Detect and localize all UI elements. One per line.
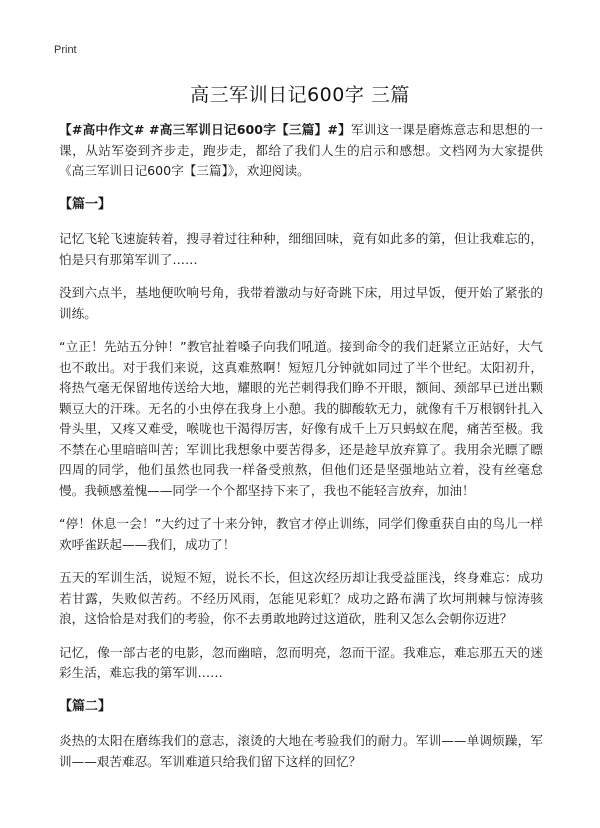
paragraph: 记忆飞轮飞速旋转着，搜寻着过往种种，细细回味，竟有如此多的第，但让我难忘的，怕是只有那第军训了……: [59, 231, 543, 267]
document-body: [59, 120, 543, 785]
paragraph: 炎热的太阳在磨练我们的意志，滚烫的大地在考验我们的耐力。军训——单调烦躁，军训——艰苦难忍。军训难道只给我们留下这样的回忆？: [59, 733, 543, 769]
print-label: Print: [54, 44, 77, 56]
paragraph: 五天的军训生活，说短不短，说长不长，但这次经历却让我受益匪浅，终身难忘：成功若甘露，失败似苦药。不经历风雨，怎能见彩虹？成功之路布满了坎坷荆棘与惊涛骇浪，这恰恰是对我们的考验，你不去勇敢地跨过这道砍，胜利又怎么会朝你迈进？: [59, 570, 543, 626]
intro-paragraph: [59, 120, 543, 182]
paragraph: “立正！先站五分钟！”教官扯着嗓子向我们吼道。接到命令的我们赶紧立正站好，大气也不敢出。对于我们来说，这真难熬啊！短短几分钟就如同过了半个世纪。太阳初升，将热气毫无保留地传送给大地，耀眼的光芒刺得我们睁不开眼，额间、颈部早已迸出颗颗豆大的汗珠。无名的小虫停在我身上小憩。我的脚酸软无力，就像有千万根钢针扎入骨头里，又疼又难受，喉咙也干渴得厉害，好像有成千上万只蚂蚁在爬，痛苦至极。我不禁在心里暗暗叫苦；军训比我想象中要苦得多，还是趁早放弃算了。我用余光瞟了瞟四周的同学，他们虽然也同我一样备受煎熬，但他们还是坚强地站立着，没有丝毫怠慢。我顿感羞愧——同学一个个都坚持下来了，我也不能轻言放弃，加油！: [59, 339, 543, 498]
section-heading-2: 【篇二】: [59, 698, 112, 714]
paragraph: “停！休息一会！”大约过了十来分钟，教官才停止训练，同学们像重获自由的鸟儿一样欢呼雀跃起——我们，成功了！: [59, 516, 543, 552]
intro-text: 军训这一课是磨炼意志和思想的一课，从站军姿到齐步走，跑步走，都给了我们人生的启示和感想。文档网为大家提供《高三军训日记600字【三篇】》，欢迎阅读。: [59, 122, 543, 178]
paragraph: 没到六点半，基地便吹响号角，我带着激动与好奇跳下床，用过早饭，便开始了紧张的训练。: [59, 285, 543, 321]
intro-bold-prefix: 【#高中作文# #高三军训日记600字【三篇】#】: [59, 122, 351, 137]
paragraph: 记忆，像一部古老的电影，忽而幽暗，忽而明亮，忽而干涩。我难忘，难忘那五天的迷彩生活，难忘我的第军训……: [59, 644, 543, 680]
document-title: 高三军训日记600字 三篇: [190, 84, 410, 106]
section-heading-1: 【篇一】: [59, 196, 112, 212]
